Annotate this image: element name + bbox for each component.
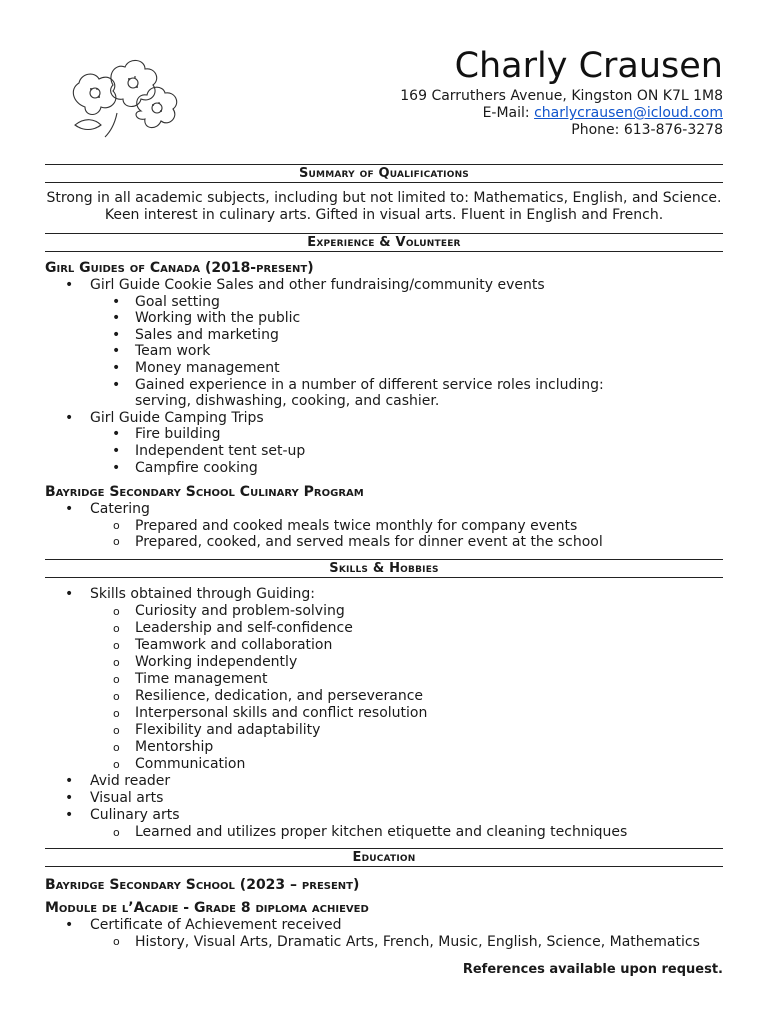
org-heading: Module de l’Acadie - Grade 8 diploma achieved <box>45 900 369 916</box>
bullet-icon: • <box>65 586 74 602</box>
list-item: o Leadership and self-confidence <box>113 620 353 636</box>
list-item: • Independent tent set-up <box>112 442 306 459</box>
email-link[interactable]: charlycrausen@icloud.com <box>534 105 723 121</box>
list-item: • Culinary arts <box>65 807 180 823</box>
experience-culinary <box>45 484 723 551</box>
list-item: • Catering <box>65 501 150 517</box>
list-item: o Working independently <box>113 654 298 670</box>
bullet-icon: • <box>65 501 74 517</box>
list-item: • Campfire cooking <box>112 459 258 476</box>
summary-text <box>45 190 723 224</box>
org-heading: Bayridge Secondary School (2023 – present) <box>45 877 360 893</box>
bullet-icon: • <box>65 917 74 933</box>
list-item: o Interpersonal skills and conflict resolution <box>113 705 428 721</box>
section-title-experience: Experience & Volunteer <box>45 233 723 252</box>
list-item-continuation: serving, dishwashing, cooking, and cashier. <box>135 393 440 410</box>
bullet-icon: • <box>65 807 74 823</box>
section-title-summary: Summary of Qualifications <box>45 164 723 183</box>
org-heading: Girl Guides of Canada (2018-present) <box>45 260 314 276</box>
circle-bullet-icon: o <box>113 690 120 703</box>
circle-bullet-icon: o <box>113 741 120 754</box>
bullet-icon: • <box>112 326 121 343</box>
bullet-icon: • <box>65 409 74 426</box>
contact-header <box>400 44 723 139</box>
list-item: o Communication <box>113 756 246 772</box>
list-item: o Mentorship <box>113 739 214 755</box>
list-item: • Goal setting <box>112 293 220 310</box>
list-item: • Gained experience in a number of different service roles including: <box>112 376 604 393</box>
summary-line: Keen interest in culinary arts. Gifted in visual arts. Fluent in English and French. <box>104 207 664 223</box>
references-note: References available upon request. <box>462 962 723 977</box>
list-item: o Curiosity and problem-solving <box>113 603 345 619</box>
bullet-icon: • <box>65 277 74 293</box>
list-item: • Money management <box>112 359 280 376</box>
bullet-icon: • <box>112 343 121 360</box>
bullet-icon: • <box>112 293 121 310</box>
circle-bullet-icon: o <box>113 639 120 652</box>
education-module <box>45 900 723 950</box>
list-item: • Girl Guide Cookie Sales and other fundraising/community events <box>65 277 545 293</box>
list-item: o Resilience, dedication, and perseverance <box>113 688 424 704</box>
flower-illustration <box>55 45 185 145</box>
bullet-icon: • <box>65 773 74 789</box>
circle-bullet-icon: o <box>113 934 120 948</box>
list-item: • Avid reader <box>65 773 171 789</box>
bullet-icon: • <box>112 426 121 443</box>
org-heading: Bayridge Secondary School Culinary Program <box>45 484 364 500</box>
section-title-skills: Skills & Hobbies <box>45 559 723 578</box>
address: 169 Carruthers Avenue, Kingston ON K7L 1M8 <box>400 88 723 104</box>
list-item: • Working with the public <box>112 310 301 327</box>
list-item: • Girl Guide Camping Trips <box>65 409 264 426</box>
list-item: o Prepared, cooked, and served meals for dinner event at the school <box>113 534 603 551</box>
email-label: E-Mail: <box>482 105 535 121</box>
list-item: o History, Visual Arts, Dramatic Arts, French, Music, English, Science, Mathematics <box>113 933 700 950</box>
circle-bullet-icon: o <box>113 707 120 720</box>
list-item: • Fire building <box>112 426 221 443</box>
circle-bullet-icon: o <box>113 605 120 618</box>
circle-bullet-icon: o <box>113 518 120 532</box>
experience-guides <box>45 260 723 476</box>
bullet-icon: • <box>112 442 121 459</box>
education-school <box>45 877 723 894</box>
circle-bullet-icon: o <box>113 673 120 686</box>
bullet-icon: • <box>112 459 121 476</box>
circle-bullet-icon: o <box>113 724 120 737</box>
candidate-name: Charly Crausen <box>454 46 723 86</box>
skills-list <box>45 586 723 841</box>
circle-bullet-icon: o <box>113 535 120 549</box>
circle-bullet-icon: o <box>113 826 120 839</box>
list-item: o Time management <box>113 671 268 687</box>
email-line <box>400 105 723 122</box>
circle-bullet-icon: o <box>113 622 120 635</box>
bullet-icon: • <box>65 790 74 806</box>
bullet-icon: • <box>112 310 121 327</box>
list-item: • Team work <box>112 343 211 360</box>
summary-line: Strong in all academic subjects, including but not limited to: Mathematics, English, and Science. <box>46 190 722 206</box>
circle-bullet-icon: o <box>113 758 120 771</box>
bullet-icon: • <box>112 359 121 376</box>
phone: Phone: 613-876-3278 <box>571 122 723 138</box>
list-item: • Skills obtained through Guiding: <box>65 586 315 602</box>
list-item: o Flexibility and adaptability <box>113 722 321 738</box>
list-item: • Certificate of Achievement received <box>65 917 342 933</box>
bullet-icon: • <box>112 376 121 393</box>
circle-bullet-icon: o <box>113 656 120 669</box>
section-title-education: Education <box>45 848 723 867</box>
list-item: • Sales and marketing <box>112 326 279 343</box>
list-item: • Visual arts <box>65 790 164 806</box>
list-item: o Prepared and cooked meals twice monthly for company events <box>113 517 578 534</box>
list-item: o Teamwork and collaboration <box>113 637 333 653</box>
list-item: o Learned and utilizes proper kitchen etiquette and cleaning techniques <box>113 824 628 840</box>
